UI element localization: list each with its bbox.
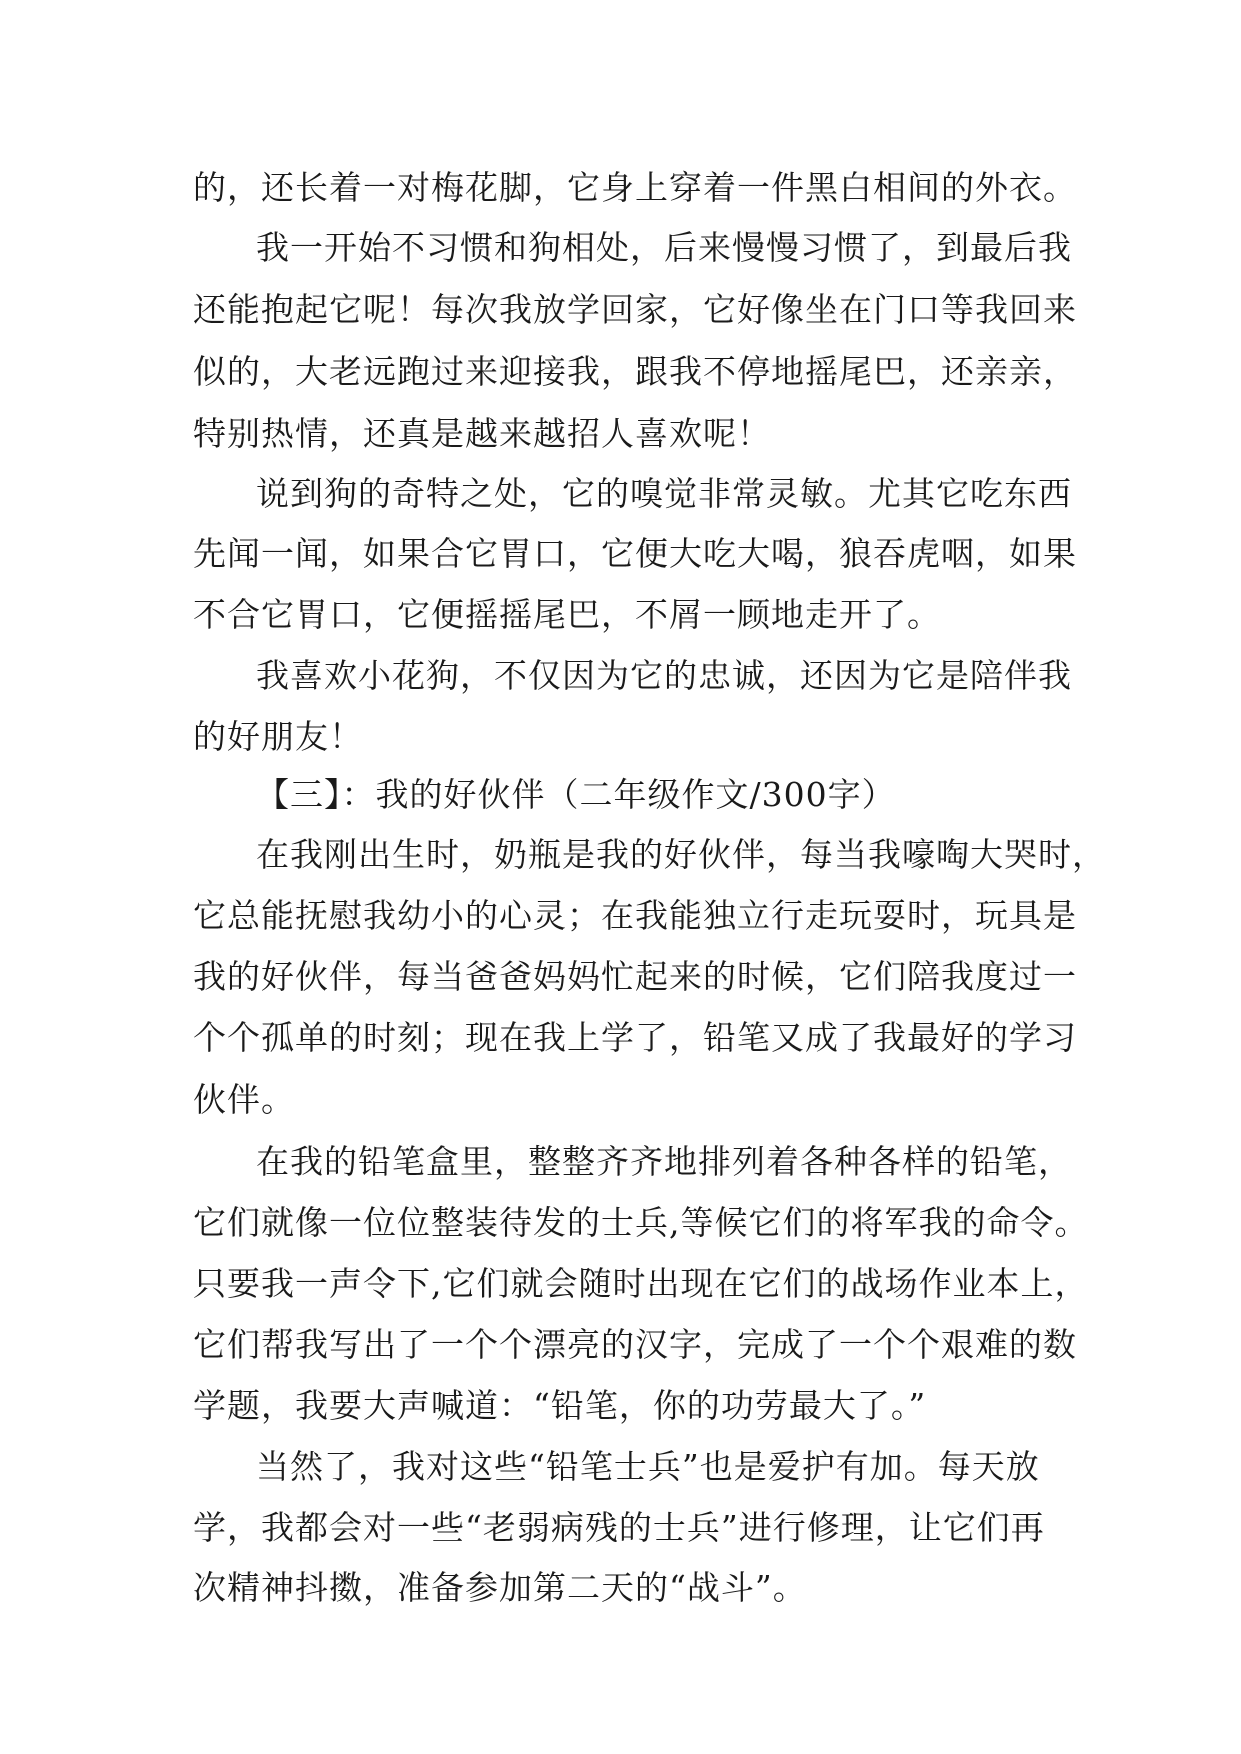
paragraph-line: 先闻一闻，如果合它胃口，它便大吃大喝，狼吞虎咽，如果: [193, 534, 1077, 573]
paragraph-line: 的，还长着一对梅花脚，它身上穿着一件黑白相间的外衣。: [193, 168, 1077, 207]
paragraph-line: 在我刚出生时，奶瓶是我的好伙伴，每当我嚎啕大哭时，: [256, 835, 1106, 874]
paragraph-line: 说到狗的奇特之处，它的嗅觉非常灵敏。尤其它吃东西: [256, 474, 1072, 513]
paragraph-line: 我喜欢小花狗，不仅因为它的忠诚，还因为它是陪伴我: [256, 656, 1072, 695]
paragraph-line: 还能抱起它呢！每次我放学回家，它好像坐在门口等我回来: [193, 290, 1077, 329]
section-heading: 【三】：我的好伙伴（二年级作文/300字）: [256, 775, 896, 814]
paragraph-line: 我的好伙伴，每当爸爸妈妈忙起来的时候，它们陪我度过一: [193, 957, 1077, 996]
paragraph-line: 似的，大老远跑过来迎接我，跟我不停地摇尾巴，还亲亲，: [193, 352, 1077, 391]
paragraph-line: 它们就像一位位整装待发的士兵,等候它们的将军我的命令。: [193, 1203, 1089, 1242]
paragraph-line: 学，我都会对一些“老弱病残的士兵”进行修理，让它们再: [193, 1508, 1045, 1547]
paragraph-line: 伙伴。: [193, 1080, 295, 1119]
paragraph-line: 次精神抖擞，准备参加第二天的“战斗”。: [193, 1568, 807, 1607]
paragraph-line: 特别热情，还真是越来越招人喜欢呢！: [193, 414, 771, 453]
paragraph-line: 只要我一声令下,它们就会随时出现在它们的战场作业本上，: [193, 1264, 1089, 1303]
paragraph-line: 它们帮我写出了一个个漂亮的汉字，完成了一个个艰难的数: [193, 1325, 1077, 1364]
paragraph-line: 的好朋友！: [193, 717, 363, 756]
paragraph-line: 我一开始不习惯和狗相处，后来慢慢习惯了，到最后我: [256, 228, 1072, 267]
paragraph-line: 学题，我要大声喊道：“铅笔，你的功劳最大了。”: [193, 1386, 927, 1425]
paragraph-line: 个个孤单的时刻；现在我上学了，铅笔又成了我最好的学习: [193, 1018, 1077, 1057]
paragraph-line: 当然了，我对这些“铅笔士兵”也是爱护有加。每天放: [256, 1447, 1040, 1486]
paragraph-line: 在我的铅笔盒里，整整齐齐地排列着各种各样的铅笔，: [256, 1142, 1072, 1181]
paragraph-line: 它总能抚慰我幼小的心灵；在我能独立行走玩耍时，玩具是: [193, 896, 1077, 935]
paragraph-line: 不合它胃口，它便摇摇尾巴，不屑一顾地走开了。: [193, 595, 941, 634]
